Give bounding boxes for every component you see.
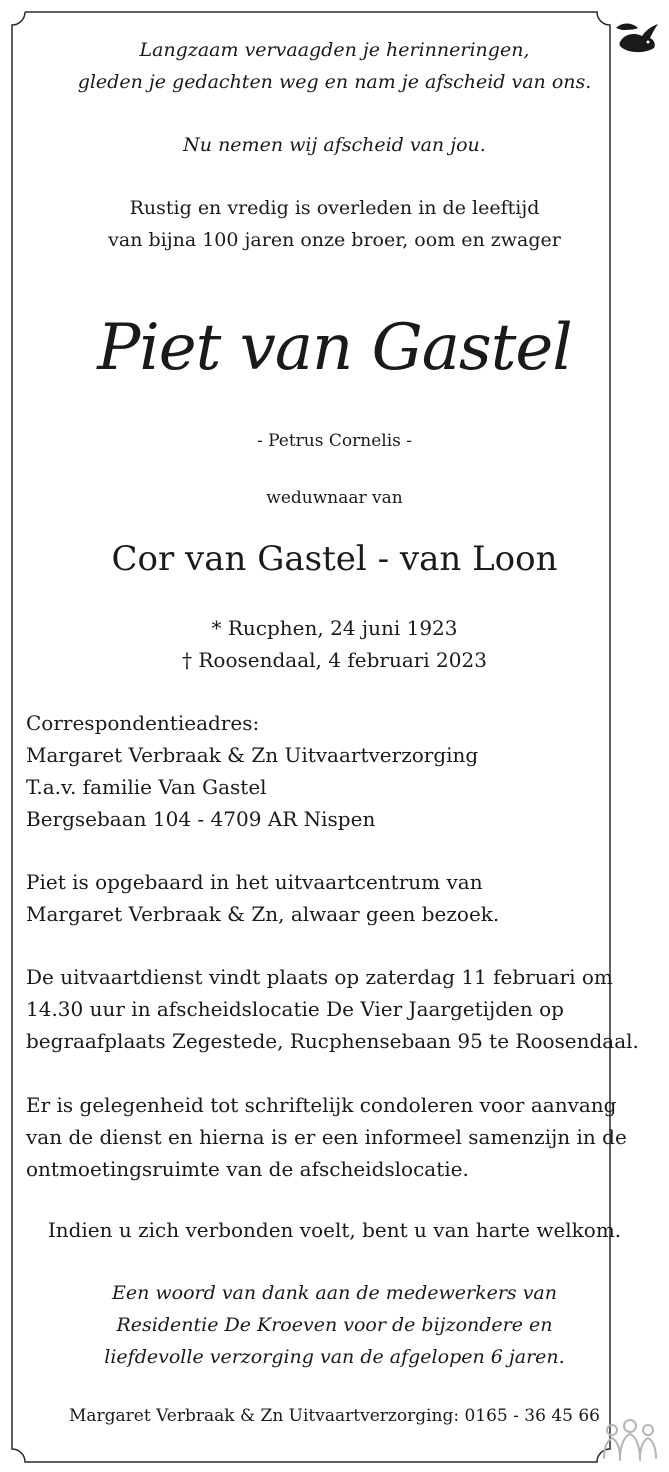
- paragraph-line: Piet is opgebaard in het uitvaartcentrum van: [26, 870, 483, 894]
- intro-line: van bijna 100 jaren onze broer, oom en zwager: [108, 229, 561, 251]
- address-line: Correspondentieadres:: [26, 711, 260, 735]
- poem-line: Langzaam vervaagden je herinneringen,: [139, 39, 530, 61]
- intro-text: [16, 192, 653, 256]
- paragraph-line: Margaret Verbraak & Zn, alwaar geen bezoek.: [26, 902, 500, 926]
- paragraph-line: 14.30 uur in afscheidslocatie De Vier Jaargetijden op: [26, 997, 564, 1021]
- paragraph-line: De uitvaartdienst vindt plaats op zaterdag 11 februari om: [26, 965, 613, 989]
- life-dates: [16, 612, 653, 676]
- deceased-name: Piet van Gastel: [97, 311, 572, 385]
- family-ornament-icon: [598, 1418, 664, 1466]
- thanks-line: Residentie De Kroeven voor de bijzondere en: [116, 1314, 553, 1336]
- thanks-line: Een woord van dank aan de medewerkers van: [112, 1282, 557, 1304]
- spouse-name: Cor van Gastel - van Loon: [111, 539, 558, 579]
- poem-line: gleden je gedachten weg en nam je afscheid van ons.: [77, 71, 592, 93]
- address-line: T.a.v. familie Van Gastel: [26, 775, 267, 799]
- death-line: † Roosendaal, 4 februari 2023: [182, 648, 487, 672]
- intro-line: Rustig en vredig is overleden in de leeftijd: [129, 197, 540, 219]
- address-line: Bergsebaan 104 - 4709 AR Nispen: [26, 807, 376, 831]
- service-paragraph: [26, 961, 646, 1057]
- poem: [16, 34, 653, 98]
- thanks-paragraph: [16, 1277, 653, 1373]
- widower-label: weduwnaar van: [266, 488, 403, 508]
- paragraph-line: ontmoetingsruimte van de afscheidslocatie.: [26, 1157, 469, 1181]
- thanks-line: liefdevolle verzorging van de afgelopen 6 jaren.: [104, 1346, 565, 1368]
- laid-out-paragraph: [26, 866, 646, 930]
- birth-line: * Rucphen, 24 juni 1923: [211, 616, 458, 640]
- welcome-line: Indien u zich verbonden voelt, bent u van harte welkom.: [47, 1218, 622, 1242]
- paragraph-line: Er is gelegenheid tot schriftelijk condoleren voor aanvang: [26, 1093, 617, 1117]
- deceased-full-name: - Petrus Cornelis -: [256, 431, 413, 451]
- funeral-home-footer: Margaret Verbraak & Zn Uitvaartverzorging: 0165 - 36 45 66: [68, 1406, 601, 1426]
- condolence-paragraph: [26, 1089, 646, 1185]
- farewell-line: Nu nemen wij afscheid van jou.: [183, 134, 486, 156]
- paragraph-line: van de dienst en hierna is er een informeel samenzijn in de: [26, 1125, 627, 1149]
- paragraph-line: begraafplaats Zegestede, Rucphensebaan 95 te Roosendaal.: [26, 1029, 639, 1053]
- correspondence-address: [26, 707, 646, 835]
- address-line: Margaret Verbraak & Zn Uitvaartverzorging: [26, 743, 479, 767]
